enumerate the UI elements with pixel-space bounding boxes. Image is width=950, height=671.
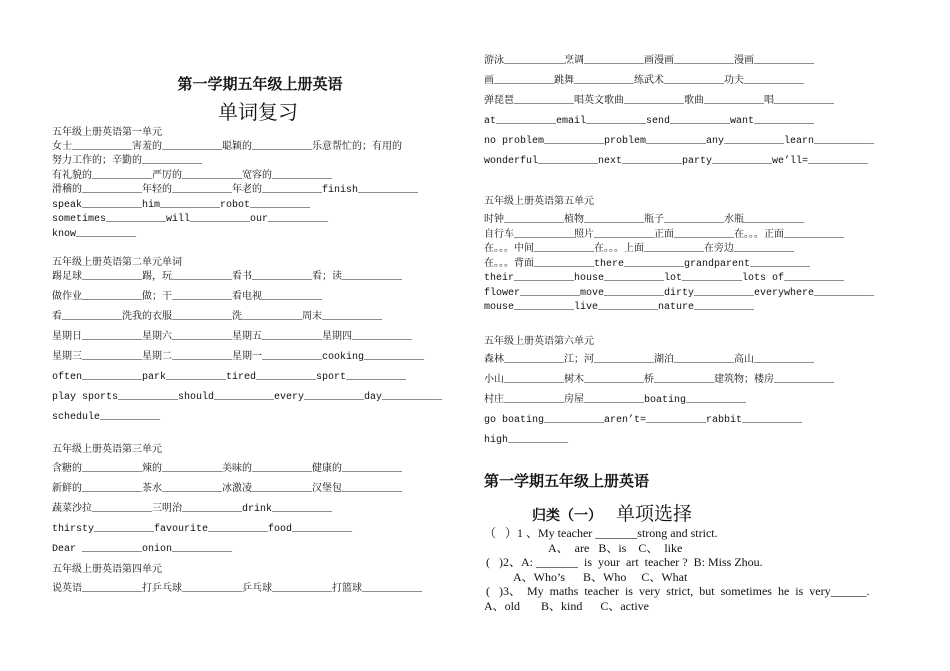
vocab-line: 踢足球__________踢，玩__________看书__________看；读__________ [52, 272, 403, 283]
question-stem: ( )3、 My maths teacher is very strict, but sometimes he is very______. [486, 584, 870, 598]
page-subtitle: 单词复习 [218, 102, 298, 124]
vocab-line: 滑稽的__________年轻的__________年老的__________finish__________ [52, 185, 419, 196]
question-stem: （ ）1 、My teacher _______strong and strict. [484, 526, 718, 540]
vocab-line: schedule__________ [52, 412, 161, 423]
vocab-line: no problem__________problem__________any__________learn__________ [484, 136, 875, 147]
vocab-line: 弹琵琶__________唱英文歌曲__________歌曲__________唱__________ [484, 96, 835, 107]
vocab-line: 星期日__________星期六__________星期五__________星期四__________ [52, 332, 413, 343]
vocab-line: at__________email__________send__________want__________ [484, 116, 815, 127]
vocab-line: 做作业__________做；干__________看电视__________ [52, 292, 323, 303]
exercise-title: 第一学期五年级上册英语 [484, 474, 650, 490]
unit-heading: 五年级上册英语第一单元 [52, 127, 162, 138]
vocab-line: 在。。。中间__________在。。。上面__________在旁边__________ [484, 244, 795, 255]
question-options: A、Who’s B、Who C、What [513, 569, 688, 584]
vocab-line: thirsty__________favourite__________food__________ [52, 524, 353, 535]
vocab-line: wonderful__________next__________party__________we’ll=__________ [484, 156, 869, 167]
vocab-line: often__________park__________tired__________sport__________ [52, 372, 407, 383]
section-title: 单项选择 [616, 504, 693, 525]
vocab-line: Dear __________onion__________ [52, 544, 233, 555]
vocab-line: 说英语__________打乒乓球__________乒乓球__________打篮球__________ [52, 584, 423, 595]
vocab-line: 含糖的__________辣的__________美味的__________健康的__________ [52, 464, 403, 475]
vocab-line: 蔬菜沙拉__________三明治__________drink__________ [52, 504, 333, 515]
question-options: A、old B、kind C、active [484, 598, 649, 613]
unit-heading: 五年级上册英语第三单元 [52, 444, 162, 455]
unit-heading: 五年级上册英语第四单元 [52, 564, 162, 575]
vocab-line: flower__________move__________dirty__________everywhere__________ [484, 287, 875, 299]
unit-heading: 五年级上册英语第五单元 [484, 196, 594, 207]
vocab-line: 游泳__________烹调__________画漫画__________漫画__________ [484, 56, 815, 67]
vocab-line: play sports__________should__________every__________day__________ [52, 392, 443, 403]
unit4-continued-section [484, 52, 874, 172]
vocab-line: mouse__________live__________nature__________ [484, 302, 755, 313]
section-label: 归类（一） [532, 509, 602, 524]
vocab-line: 小山__________树木__________桥__________建筑物；楼房__________ [484, 375, 835, 386]
unit1-section [52, 126, 418, 242]
vocab-line: their__________house__________lot__________lots of__________ [484, 273, 845, 284]
page-title: 第一学期五年级上册英语 [177, 77, 343, 93]
vocab-line: 有礼貌的__________严厉的__________宽容的__________ [52, 170, 333, 182]
unit3-unit4-section [52, 440, 422, 600]
question-options: A、 are B、is C、 like [548, 540, 683, 555]
vocab-line: 自行车__________照片__________正面__________在。。。正面__________ [484, 229, 845, 241]
unit2-section [52, 268, 442, 428]
vocab-line: speak__________him__________robot__________ [52, 199, 311, 211]
vocab-line: 努力工作的；辛勤的__________ [52, 156, 203, 167]
unit-heading: 五年级上册英语第六单元 [484, 336, 594, 347]
vocab-line: sometimes__________will__________our__________ [52, 214, 329, 225]
vocab-line: 看__________洗我的衣服__________洗__________周末__________ [52, 312, 383, 323]
unit-heading: 五年级上册英语第二单元单词 [52, 257, 182, 268]
unit5-section [484, 214, 874, 316]
vocab-line: 新鲜的__________茶水__________冰激凌__________汉堡包__________ [52, 484, 403, 495]
section-heading [532, 499, 692, 526]
vocab-line: 村庄__________房屋__________boating__________ [484, 395, 747, 406]
question-stem: ( )2、A: _______ is your art teacher ? B: Miss Zhou. [486, 555, 763, 569]
vocab-line: know__________ [52, 228, 137, 240]
vocab-line: 星期三__________星期二__________星期一__________cooking__________ [52, 352, 425, 363]
vocab-line: go boating__________aren’t=__________rabbit__________ [484, 415, 803, 426]
vocab-line: 森林__________江；河__________湖泊__________高山__________ [484, 355, 815, 366]
vocab-line: 在。。。背面__________there__________grandparent__________ [484, 258, 811, 270]
vocab-line: high__________ [484, 435, 569, 446]
vocab-line: 画__________跳舞__________练武术__________功夫__________ [484, 76, 805, 87]
unit6-section [484, 351, 834, 451]
vocab-line: 女士__________害羞的__________聪颖的__________乐意帮忙的；有用的 [52, 141, 403, 153]
vocab-line: 时钟__________植物__________瓶子__________水瓶__________ [484, 215, 805, 226]
multiple-choice-questions [484, 526, 870, 613]
